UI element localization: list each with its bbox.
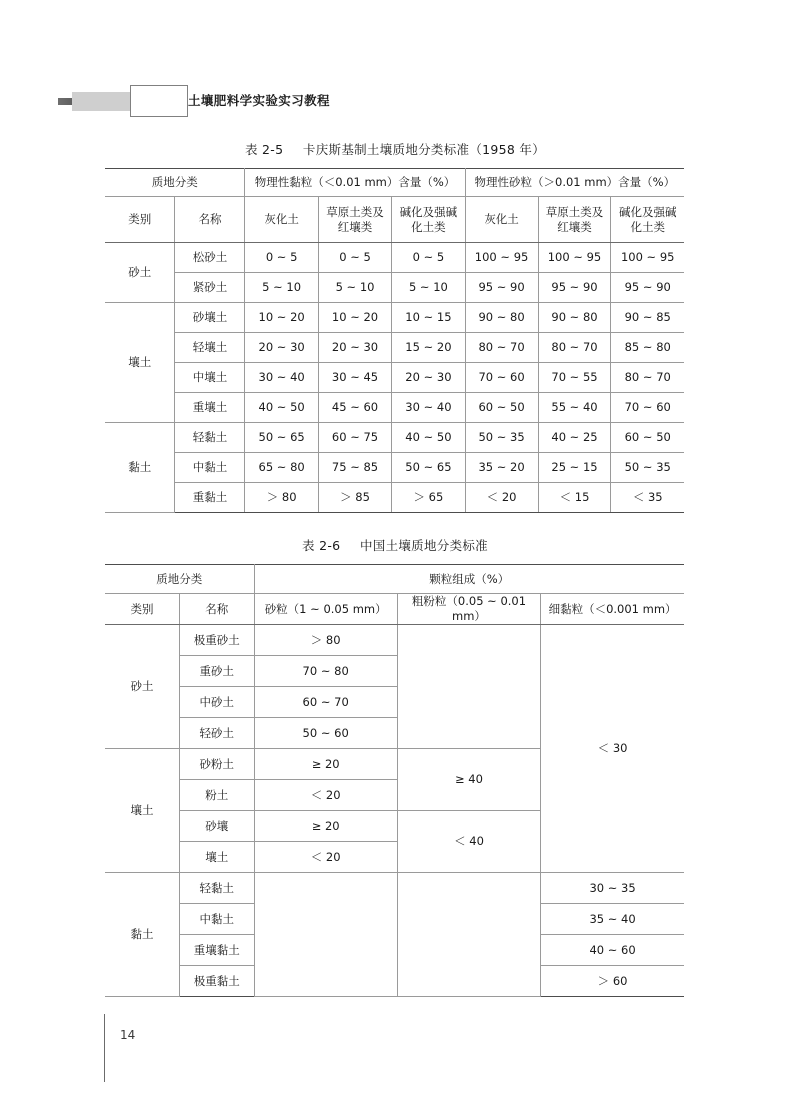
row-value: 30 ~ 40 [245, 363, 318, 393]
row-value: 70 ~ 60 [611, 393, 684, 423]
table-row-header-sub [105, 197, 684, 243]
header-caoyuan-sand-line2: 红壤类 [557, 219, 592, 234]
row-value: 0 ~ 5 [318, 243, 391, 273]
row-value: 40 ~ 50 [245, 393, 318, 423]
row-sand-value: ＞ 80 [254, 625, 397, 656]
row-name: 重砂土 [180, 656, 255, 687]
header-caoyuan-clay [318, 197, 391, 243]
row-value: 15 ~ 20 [392, 333, 465, 363]
row-value: ＜ 35 [611, 483, 684, 513]
row-name: 极重砂土 [180, 625, 255, 656]
row-value: 20 ~ 30 [392, 363, 465, 393]
table-row-header-top [105, 565, 684, 594]
row-clay-value: 40 ~ 60 [541, 935, 684, 966]
row-value: 80 ~ 70 [538, 333, 611, 363]
table-25-caption-label: 表 2-5 [244, 142, 284, 157]
row-value: 50 ~ 35 [611, 453, 684, 483]
row-name: 粉土 [180, 780, 255, 811]
row-value: ＞ 65 [392, 483, 465, 513]
header-coarse-silt-particle: 粗粉粒（0.05 ~ 0.01 mm） [397, 594, 540, 625]
table-26-caption [0, 536, 790, 554]
header-jianhua-clay [392, 197, 465, 243]
row-value: 65 ~ 80 [245, 453, 318, 483]
row-silt-span-value: ≥ 40 [397, 749, 540, 811]
row-value: 100 ~ 95 [465, 243, 538, 273]
table-china-soil-texture-classification [105, 564, 684, 997]
table-row [105, 243, 684, 273]
row-value: 90 ~ 80 [538, 303, 611, 333]
row-name: 轻黏土 [175, 423, 245, 453]
table-row [105, 393, 684, 423]
row-value: 45 ~ 60 [318, 393, 391, 423]
header-category: 类别 [105, 197, 175, 243]
row-sand-value: 60 ~ 70 [254, 687, 397, 718]
row-name: 紧砂土 [175, 273, 245, 303]
footer-vertical-rule [104, 1014, 105, 1082]
row-value: 95 ~ 90 [538, 273, 611, 303]
row-value: 55 ~ 40 [538, 393, 611, 423]
row-sand-value: 70 ~ 80 [254, 656, 397, 687]
header-fine-clay-particle: 细黏粒（＜0.001 mm） [541, 594, 684, 625]
row-value: 95 ~ 90 [611, 273, 684, 303]
page-number: 14 [120, 1028, 136, 1042]
row-name: 中黏土 [180, 904, 255, 935]
row-value: ＜ 15 [538, 483, 611, 513]
header-name: 名称 [180, 594, 255, 625]
row-value: 20 ~ 30 [318, 333, 391, 363]
row-name: 重壤黏土 [180, 935, 255, 966]
row-name: 中壤土 [175, 363, 245, 393]
row-value: ＜ 20 [465, 483, 538, 513]
header-caoyuan-sand [538, 197, 611, 243]
row-value: 25 ~ 15 [538, 453, 611, 483]
row-name: 重壤土 [175, 393, 245, 423]
row-value: ＞ 85 [318, 483, 391, 513]
row-value: 10 ~ 20 [245, 303, 318, 333]
header-jianhua-clay-line1: 碱化及强碱 [399, 204, 458, 219]
row-value: 60 ~ 50 [465, 393, 538, 423]
header-particle-composition: 颗粒组成（%） [254, 565, 684, 594]
row-value: 70 ~ 60 [465, 363, 538, 393]
header-outline-box-icon [130, 85, 188, 117]
table-row-header-sub [105, 594, 684, 625]
row-value: 90 ~ 85 [611, 303, 684, 333]
row-clay-value: 35 ~ 40 [541, 904, 684, 935]
header-category: 类别 [105, 594, 180, 625]
row-value: 10 ~ 20 [318, 303, 391, 333]
row-name: 砂壤土 [175, 303, 245, 333]
table-row [105, 483, 684, 513]
row-name: 轻壤土 [175, 333, 245, 363]
header-gray-block-icon [72, 92, 130, 111]
header-texture-class: 质地分类 [105, 565, 254, 594]
table-26-caption-label: 表 2-6 [302, 538, 341, 553]
table-25-caption [0, 140, 790, 158]
row-value: 90 ~ 80 [465, 303, 538, 333]
row-category-loam: 壤土 [105, 749, 180, 873]
table-row [105, 873, 684, 904]
row-category-clay: 黏土 [105, 423, 175, 513]
row-value: 35 ~ 20 [465, 453, 538, 483]
header-caoyuan-clay-line1: 草原土类及 [326, 204, 384, 219]
header-physical-sand-group: 物理性砂粒（＞0.01 mm）含量（%） [465, 169, 684, 197]
row-value: 85 ~ 80 [611, 333, 684, 363]
row-value: 60 ~ 50 [611, 423, 684, 453]
row-value: 60 ~ 75 [318, 423, 391, 453]
row-category-clay: 黏土 [105, 873, 180, 997]
header-texture-class: 质地分类 [105, 169, 245, 197]
row-category-sand: 砂土 [105, 625, 180, 749]
row-value: 80 ~ 70 [611, 363, 684, 393]
table-row [105, 423, 684, 453]
table-row [105, 303, 684, 333]
row-silt-value-empty [397, 873, 540, 997]
row-name: 重黏土 [175, 483, 245, 513]
row-name: 轻黏土 [180, 873, 255, 904]
header-jianhua-sand [611, 197, 684, 243]
row-value: 75 ~ 85 [318, 453, 391, 483]
row-name: 砂粉土 [180, 749, 255, 780]
row-value: 95 ~ 90 [465, 273, 538, 303]
row-sand-value: 50 ~ 60 [254, 718, 397, 749]
row-value: 5 ~ 10 [318, 273, 391, 303]
row-value: 5 ~ 10 [392, 273, 465, 303]
header-jianhua-sand-line1: 碱化及强碱 [618, 204, 677, 219]
row-value: ＞ 80 [245, 483, 318, 513]
row-value: 0 ~ 5 [392, 243, 465, 273]
row-value: 50 ~ 65 [392, 453, 465, 483]
header-huihua-sand: 灰化土 [465, 197, 538, 243]
table-row [105, 333, 684, 363]
header-caoyuan-sand-line1: 草原土类及 [545, 204, 604, 219]
row-value: 50 ~ 65 [245, 423, 318, 453]
header-physical-clay-group: 物理性黏粒（＜0.01 mm）含量（%） [245, 169, 465, 197]
running-header [58, 84, 718, 118]
header-caoyuan-clay-line2: 红壤类 [337, 219, 373, 234]
row-name: 砂壤 [180, 811, 255, 842]
header-huihua-clay: 灰化土 [245, 197, 318, 243]
row-value: 30 ~ 45 [318, 363, 391, 393]
row-sand-value: ＜ 20 [254, 780, 397, 811]
row-value: 100 ~ 95 [611, 243, 684, 273]
table-row [105, 625, 684, 656]
row-value: 5 ~ 10 [245, 273, 318, 303]
row-silt-span-value: ＜ 40 [397, 811, 540, 873]
table-26-caption-title: 中国土壤质地分类标准 [359, 538, 488, 553]
row-value: 20 ~ 30 [245, 333, 318, 363]
row-silt-value-empty [397, 625, 540, 749]
row-sand-value: ＜ 20 [254, 842, 397, 873]
table-row [105, 453, 684, 483]
row-name: 中黏土 [175, 453, 245, 483]
row-value: 0 ~ 5 [245, 243, 318, 273]
row-value: 40 ~ 50 [392, 423, 465, 453]
row-name: 松砂土 [175, 243, 245, 273]
row-name: 轻砂土 [180, 718, 255, 749]
row-value: 50 ~ 35 [465, 423, 538, 453]
row-value: 30 ~ 40 [392, 393, 465, 423]
row-value: 10 ~ 15 [392, 303, 465, 333]
row-sand-value-empty [254, 873, 397, 997]
table-row [105, 363, 684, 393]
table-kachinsky-texture-classification [105, 168, 684, 513]
header-sand-particle: 砂粒（1 ~ 0.05 mm） [254, 594, 397, 625]
header-name: 名称 [175, 197, 245, 243]
row-category-sand: 砂土 [105, 243, 175, 303]
header-jianhua-sand-line2: 化土类 [630, 219, 665, 234]
row-clay-value: ＞ 60 [541, 966, 684, 997]
row-name: 壤土 [180, 842, 255, 873]
row-value: 80 ~ 70 [465, 333, 538, 363]
book-title: 土壤肥料学实验实习教程 [188, 93, 330, 108]
row-clay-span-value: ＜ 30 [541, 625, 684, 873]
row-name: 极重黏土 [180, 966, 255, 997]
table-row-header-top [105, 169, 684, 197]
table-row [105, 273, 684, 303]
row-name: 中砂土 [180, 687, 255, 718]
row-clay-value: 30 ~ 35 [541, 873, 684, 904]
row-value: 70 ~ 55 [538, 363, 611, 393]
row-value: 100 ~ 95 [538, 243, 611, 273]
row-sand-value: ≥ 20 [254, 749, 397, 780]
row-category-loam: 壤土 [105, 303, 175, 423]
table-25-caption-title: 卡庆斯基制土壤质地分类标准（1958 年） [302, 142, 546, 157]
row-value: 40 ~ 25 [538, 423, 611, 453]
row-sand-value: ≥ 20 [254, 811, 397, 842]
header-jianhua-clay-line2: 化土类 [411, 219, 446, 234]
